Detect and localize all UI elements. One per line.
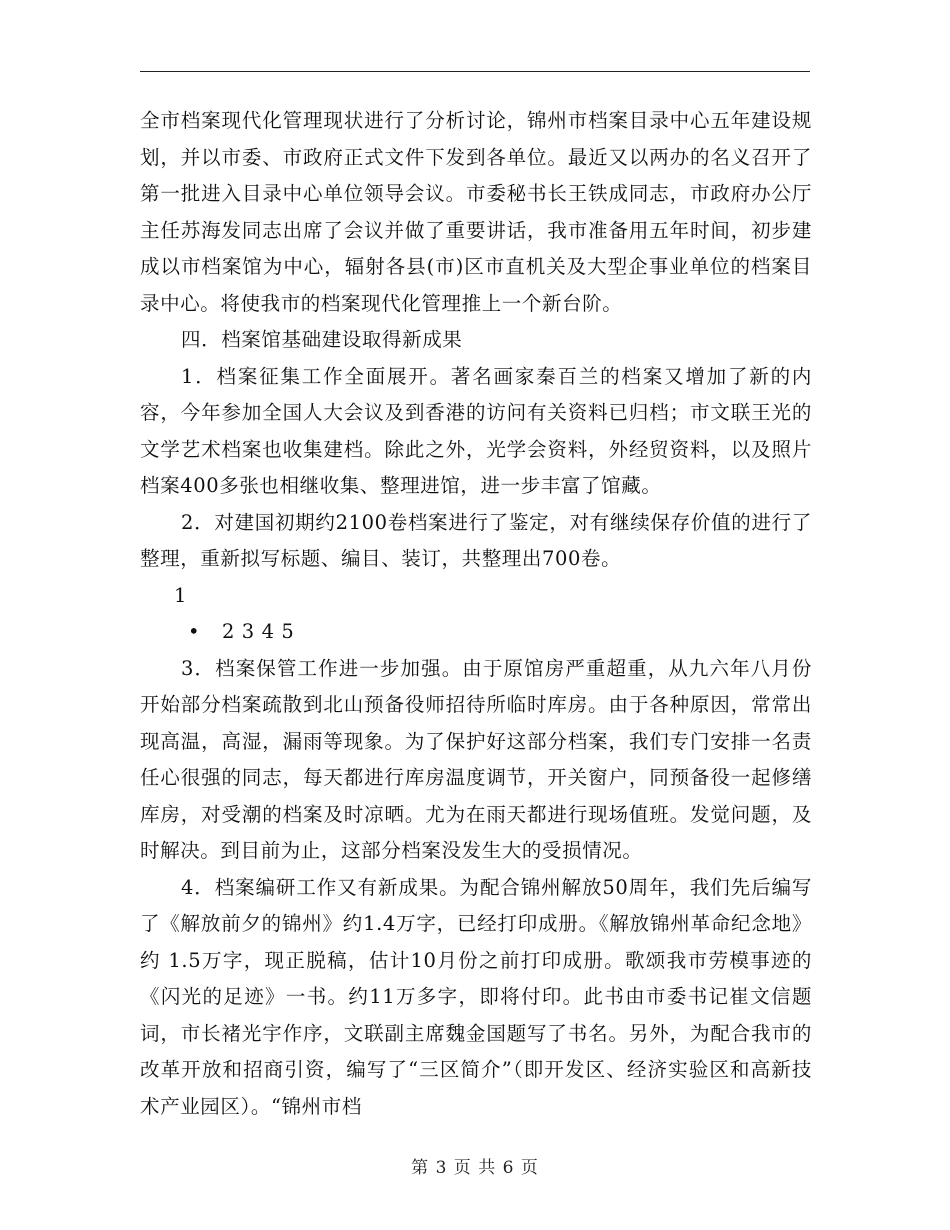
page-number-marker: 1 (174, 583, 188, 607)
page-footer: 第 3 页 共 6 页 (411, 1158, 539, 1178)
page-number-list (140, 614, 812, 651)
paragraph-continuation: 全市档案现代化管理现状进行了分析讨论，锦州市档案目录中心五年建设规划，并以市委、市政府正式文件下发到各单位。最近又以两办的名义召开了第一批进入目录中心单位领导会议。市委秘书长王铁成同志，市政府办公厅主任苏海发同志出席了会议并做了重要讲话，我市准备用五年时间，初步建成以市档案馆为中心，辐射各县(市)区市直机关及大型企事业单位的档案目录中心。将使我市的档案现代化管理推上一个新台阶。 (140, 109, 812, 315)
body-text (140, 103, 812, 1125)
section-heading: 四．档案馆基础建设取得新成果 (181, 328, 463, 351)
paragraph-item-4: 4．档案编研工作又有新成果。为配合锦州解放50周年，我们先后编写了《解放前夕的锦州》约1.4万字，已经打印成册。《解放锦州革命纪念地》约 1.5万字，现正脱稿，估计10月份之前打印成册。歌颂我市劳模事迹的《闪光的足迹》一书。约11万多字，即将付印。此书由市委书记崔文信题词，市长褚光宇作序，文联副主席魏金国题写了书名。另外，为配合我市的改革开放和招商引资，编写了“三区简介”（即开发区、经济实验区和高新技术产业园区）。“锦州市档 (140, 875, 812, 1118)
page-number-links[interactable]: 2 3 4 5 (222, 620, 295, 643)
paragraph-item-2: 2．对建国初期约2100卷档案进行了鉴定，对有继续保存价值的进行了整理，重新拟写标题、编目、装订，共整理出700卷。 (140, 510, 812, 570)
bullet-glyph: • (188, 620, 201, 643)
paragraph-item-3: 3．档案保管工作进一步加强。由于原馆房严重超重，从九六年八月份开始部分档案疏散到北山预备役师招待所临时库房。由于各种原因，常常出现高温，高湿，漏雨等现象。为了保护好这部分档案，我们专门安排一名责任心很强的同志，每天都进行库房温度调节，开关窗户，同预备役一起修缮库房，对受潮的档案及时凉晒。尤为在雨天都进行现场值班。发觉问题，及时解决。到目前为止，这部分档案没发生大的受损情况。 (140, 656, 812, 862)
paragraph-item-1: 1．档案征集工作全面展开。著名画家秦百兰的档案又增加了新的内容，今年参加全国人大会议及到香港的访问有关资料已归档；市文联王光的文学艺术档案也收集建档。除此之外，光学会资料，外经贸资料，以及照片档案400多张也相继收集、整理进馆，进一步丰富了馆藏。 (140, 364, 812, 497)
header-rule (140, 71, 810, 72)
